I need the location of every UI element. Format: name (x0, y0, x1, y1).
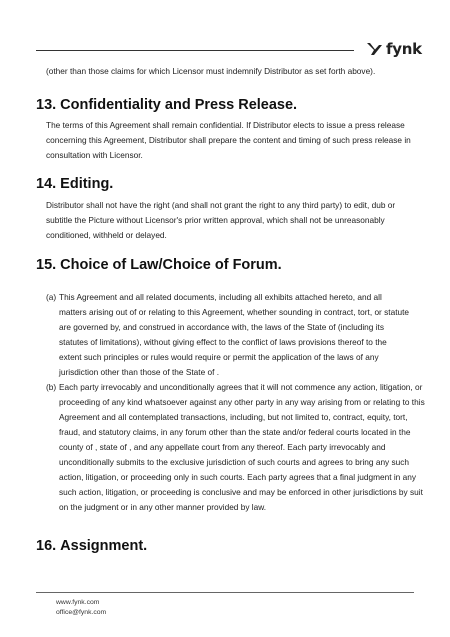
list-item-b (46, 380, 427, 515)
list-item-a (46, 290, 411, 380)
footer (56, 598, 106, 618)
section-13-heading (36, 97, 297, 113)
footer-website: www.fynk.com (56, 599, 100, 606)
fynk-logo (366, 40, 422, 58)
header-rule (36, 50, 354, 51)
list-item-text: This Agreement and all related documents, including all exhibits attached hereto, and all matters arising out of or relating to this Agreement, whether sounding in contract, tort, or statute are governed by, and construed in accordance with, the laws of the State of (including its statutes of limitations), without giving effect to the conflict of laws provisions thereof to the extent such principles or rules would require or permit the application of the laws of any jurisdiction other than those of the State of . (59, 292, 410, 377)
section-14-body: Distributor shall not have the right (and shall not grant the right to any third party) to edit, dub or subtitle the Picture without Licensor's prior written approval, which shall not be unreasonably conditioned, withheld or delayed. (46, 200, 396, 240)
section-number: 14. (36, 176, 57, 192)
section-title: Editing. (60, 176, 114, 192)
footer-rule (36, 592, 414, 593)
section-number: 16. (36, 538, 57, 554)
section-15-heading (36, 257, 282, 273)
section-number: 15. (36, 257, 57, 273)
list-marker: (b) (46, 382, 57, 392)
list-item-text: Each party irrevocably and unconditionally agrees that it will not commence any action, litigation, or proceeding of any kind whatsoever against any other party in any way arising from or relating to this Agreement and all contemplated transactions, including, but not limited to, contract, equity, tort, fraud, and statutory claims, in any forum other than the state and/or federal courts located in the county of , state of , and any appellate court from any thereof. Each party irrevocably and unconditionally submits to the exclusive jurisdiction of such courts and agrees to bring any such action, litigation, or proceeding only in such courts. Each party agrees that a final judgment in any such action, litigation, or proceeding is conclusive and may be enforced in other jurisdictions by suit on the judgment or in any other manner provided by law. (59, 382, 425, 512)
section-title: Confidentiality and Press Release. (60, 97, 298, 113)
footer-email: office@fynk.com (56, 609, 107, 616)
fynk-bird-icon (366, 41, 383, 57)
list-marker: (a) (46, 292, 57, 302)
logo-text: fynk (386, 40, 422, 58)
carryover-paragraph: (other than those claims for which Licensor must indemnify Distributor as set forth above). (46, 66, 376, 76)
section-16-heading (36, 538, 147, 554)
section-13-body: The terms of this Agreement shall remain confidential. If Distributor elects to issue a press release concerning this Agreement, Distributor shall prepare the content and timing of such press release in consultation with Licensor. (46, 120, 411, 160)
section-title: Choice of Law/Choice of Forum. (60, 257, 282, 273)
section-number: 13. (36, 97, 57, 113)
section-14-heading (36, 176, 113, 192)
section-title: Assignment. (60, 538, 148, 554)
